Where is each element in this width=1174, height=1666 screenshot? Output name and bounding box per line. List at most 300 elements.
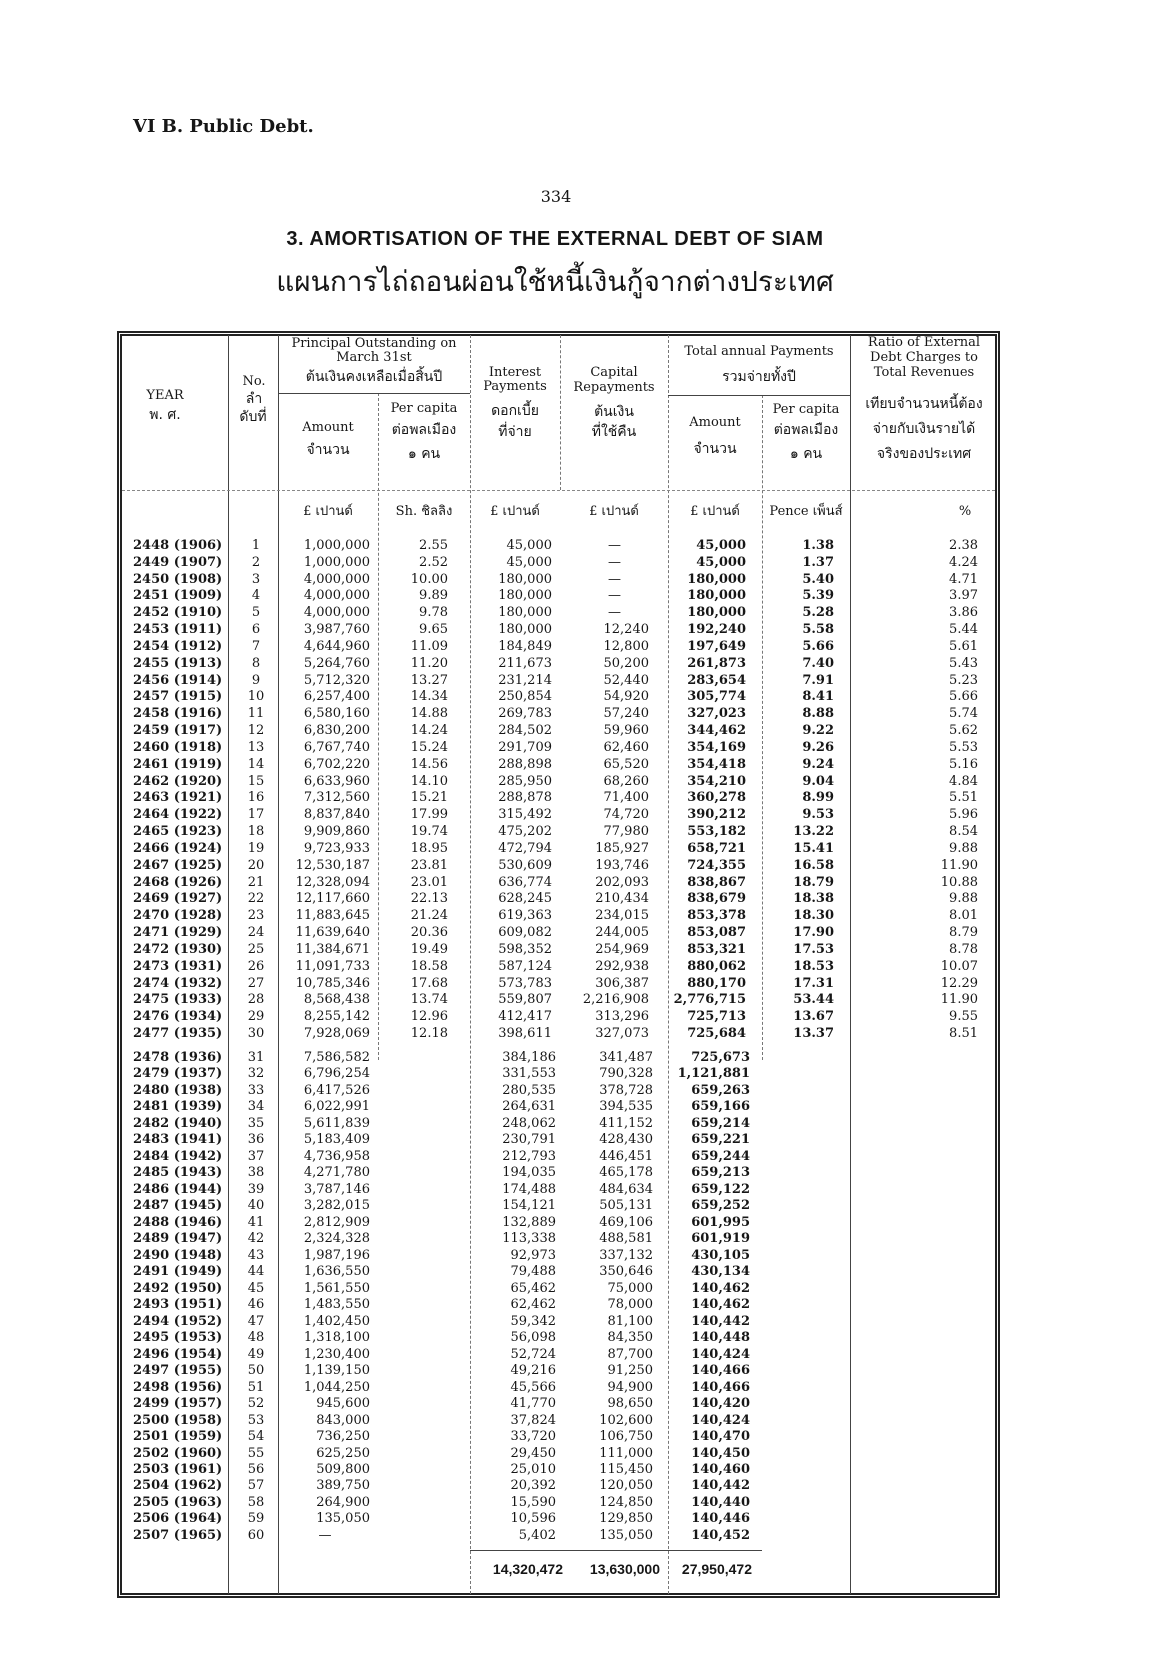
year-cell: 2468 (1926) <box>133 874 223 890</box>
total-payments: 27,950,472 <box>681 1561 752 1577</box>
principal-per-capita-cell <box>380 1379 448 1396</box>
number-cell: 19 <box>247 840 265 856</box>
table-row <box>0 621 1174 638</box>
total-per-capita-cell <box>764 1329 834 1346</box>
ratio-cell <box>852 1148 978 1165</box>
total-amount-header-thai: จำนวน <box>693 441 737 457</box>
number-cell: 27 <box>247 975 265 991</box>
total-per-capita-cell <box>764 1148 834 1165</box>
table-row <box>0 1049 1174 1066</box>
ratio-cell <box>852 1412 978 1429</box>
principal-amount-cell: 6,257,400 <box>303 689 370 705</box>
capital-cell: 193,746 <box>595 857 649 873</box>
interest-cell: 20,392 <box>510 1478 556 1494</box>
principal-per-capita-cell: 23.01 <box>410 874 448 890</box>
capital-cell: 84,350 <box>607 1330 653 1346</box>
interest-cell: 29,450 <box>510 1445 556 1461</box>
total-per-capita-header: Per capita <box>772 402 840 417</box>
total-amount-cell: 197,649 <box>687 638 746 654</box>
capital-cell: 790,328 <box>599 1066 653 1082</box>
number-cell: 24 <box>247 925 265 941</box>
ratio-cell <box>852 1445 978 1462</box>
capital-cell: 446,451 <box>599 1148 653 1164</box>
ratio-cell: 5.44 <box>949 622 978 638</box>
table-row <box>0 1197 1174 1214</box>
total-amount-cell: 261,873 <box>687 655 746 671</box>
ratio-cell <box>852 1049 978 1066</box>
principal-per-capita-cell <box>380 1510 448 1527</box>
year-cell: 2506 (1964) <box>133 1511 223 1527</box>
total-amount-cell: 140,466 <box>691 1379 750 1395</box>
number-cell: 57 <box>247 1478 265 1494</box>
year-cell: 2485 (1943) <box>133 1165 223 1181</box>
year-cell: 2450 (1908) <box>133 571 223 587</box>
interest-cell: 587,124 <box>498 958 552 974</box>
total-per-capita-cell <box>764 1428 834 1445</box>
ratio-cell: 9.88 <box>949 891 978 907</box>
capital-cell: 71,400 <box>603 790 649 806</box>
number-cell: 53 <box>247 1412 265 1428</box>
number-cell: 36 <box>247 1132 265 1148</box>
total-capital: 13,630,000 <box>589 1561 660 1577</box>
unit-label: £ เปานด์ <box>490 504 540 519</box>
number-cell: 40 <box>247 1198 265 1214</box>
total-amount-cell: 140,442 <box>691 1313 750 1329</box>
table-row <box>0 1412 1174 1429</box>
total-amount-cell: 880,170 <box>687 975 746 991</box>
principal-header-thai: ต้นเงินคงเหลือเมื่อสิ้นปี <box>305 369 443 385</box>
total-amount-cell: 725,713 <box>687 1009 746 1025</box>
principal-amount-cell: 11,883,645 <box>295 908 370 924</box>
total-amount-cell: 659,166 <box>691 1099 750 1115</box>
capital-cell: 378,728 <box>599 1082 653 1098</box>
capital-cell: 50,200 <box>603 655 649 671</box>
year-header-thai: พ. ศ. <box>149 407 181 423</box>
interest-cell: 530,609 <box>498 857 552 873</box>
number-cell: 23 <box>247 908 265 924</box>
column-divider <box>560 335 561 490</box>
total-per-capita-cell <box>764 1362 834 1379</box>
total-amount-cell: 327,023 <box>687 706 746 722</box>
total-amount-cell: 725,684 <box>687 1026 746 1042</box>
year-cell: 2494 (1952) <box>133 1313 223 1329</box>
principal-amount-cell: 1,318,100 <box>303 1330 370 1346</box>
total-per-capita-cell: 1.38 <box>802 538 834 553</box>
number-cell: 35 <box>247 1115 265 1131</box>
total-per-capita-cell: 5.58 <box>802 622 834 638</box>
principal-amount-cell: 1,402,450 <box>303 1313 370 1329</box>
total-amount-cell: 180,000 <box>687 605 746 621</box>
principal-per-capita-cell <box>380 1263 448 1280</box>
total-per-capita-header-thai: ต่อพลเมือง <box>773 422 839 438</box>
number-cell: 22 <box>247 891 265 907</box>
total-amount-cell: 140,450 <box>691 1445 750 1461</box>
interest-cell: 598,352 <box>498 941 552 957</box>
total-amount-cell: 658,721 <box>687 840 746 856</box>
ratio-cell: 8.79 <box>949 925 978 941</box>
capital-cell: 465,178 <box>599 1165 653 1181</box>
principal-amount-cell: 3,282,015 <box>303 1198 370 1214</box>
table-row <box>0 1477 1174 1494</box>
number-cell: 11 <box>247 706 265 722</box>
number-cell: 54 <box>247 1429 265 1445</box>
year-cell: 2472 (1930) <box>133 941 223 957</box>
principal-amount-header-thai: จำนวน <box>306 442 350 458</box>
principal-per-capita-cell <box>380 1445 448 1462</box>
capital-cell: 394,535 <box>599 1099 653 1115</box>
number-cell: 13 <box>247 739 265 755</box>
table-row <box>0 1296 1174 1313</box>
interest-cell: 15,590 <box>510 1494 556 1510</box>
total-per-capita-cell <box>764 1461 834 1478</box>
year-cell: 2451 (1909) <box>133 588 223 604</box>
year-cell: 2476 (1934) <box>133 1009 223 1025</box>
table-row <box>0 655 1174 672</box>
total-amount-cell: 725,673 <box>691 1050 750 1065</box>
capital-cell: 292,938 <box>595 958 649 974</box>
year-cell: 2499 (1957) <box>133 1396 223 1412</box>
total-per-capita-cell: 5.28 <box>802 605 834 621</box>
number-header-thai: ลำ <box>245 391 263 407</box>
capital-header-thai: ต้นเงิน <box>594 404 634 420</box>
ratio-cell: 8.78 <box>949 941 978 957</box>
year-cell: 2478 (1936) <box>133 1050 223 1065</box>
principal-per-capita-cell: 19.74 <box>410 824 448 840</box>
principal-amount-cell: 6,633,960 <box>303 773 370 789</box>
capital-cell: 54,920 <box>603 689 649 705</box>
ratio-cell <box>852 1428 978 1445</box>
table-title: 3. AMORTISATION OF THE EXTERNAL DEBT OF SIAM <box>286 228 824 250</box>
interest-cell: 384,186 <box>502 1050 556 1065</box>
principal-per-capita-cell <box>380 1477 448 1494</box>
table-row <box>0 1461 1174 1478</box>
principal-per-capita-cell: 13.74 <box>410 992 448 1008</box>
table-row <box>0 857 1174 874</box>
principal-per-capita-cell: 2.52 <box>419 554 448 570</box>
principal-amount-cell: 7,586,582 <box>303 1050 370 1065</box>
number-cell: 6 <box>251 622 261 638</box>
total-per-capita-cell <box>764 1131 834 1148</box>
year-cell: 2473 (1931) <box>133 958 223 974</box>
ratio-cell <box>852 1065 978 1082</box>
total-per-capita-cell: 15.41 <box>793 840 834 856</box>
table-row <box>0 1280 1174 1297</box>
capital-cell: 115,450 <box>599 1462 653 1477</box>
table-row <box>0 1025 1174 1042</box>
interest-header-thai: ที่จ่าย <box>498 424 532 440</box>
principal-per-capita-cell <box>380 1082 448 1099</box>
number-cell: 20 <box>247 857 265 873</box>
year-cell: 2463 (1921) <box>133 790 223 806</box>
ratio-header: Total Revenues <box>873 365 975 380</box>
interest-cell: 315,492 <box>498 807 552 823</box>
principal-per-capita-header: Per capita <box>390 401 458 416</box>
ratio-cell <box>852 1197 978 1214</box>
year-cell: 2459 (1917) <box>133 723 223 739</box>
number-header-thai: ดับที่ <box>239 409 267 425</box>
principal-per-capita-cell: 2.55 <box>419 538 448 553</box>
total-amount-cell: 180,000 <box>687 571 746 587</box>
ratio-cell: 9.55 <box>949 1009 978 1025</box>
year-cell: 2486 (1944) <box>133 1181 223 1197</box>
ratio-cell: 11.90 <box>940 857 978 873</box>
principal-per-capita-cell <box>380 1527 448 1544</box>
principal-amount-cell: 10,785,346 <box>295 975 370 991</box>
year-cell: 2491 (1949) <box>133 1264 223 1280</box>
principal-header: March 31st <box>336 350 412 365</box>
capital-cell: 102,600 <box>599 1412 653 1428</box>
total-per-capita-cell <box>764 1197 834 1214</box>
ratio-cell <box>852 1296 978 1313</box>
ratio-header-thai: จริงของประเทศ <box>876 446 972 462</box>
principal-per-capita-cell <box>380 1494 448 1511</box>
total-per-capita-cell: 18.79 <box>793 874 834 890</box>
principal-per-capita-cell: 14.34 <box>410 689 448 705</box>
total-amount-cell: 853,321 <box>687 941 746 957</box>
interest-cell: 250,854 <box>498 689 552 705</box>
total-per-capita-cell: 17.53 <box>793 941 834 957</box>
principal-per-capita-cell <box>380 1395 448 1412</box>
principal-amount-cell: 12,328,094 <box>295 874 370 890</box>
number-cell: 39 <box>247 1181 265 1197</box>
total-per-capita-cell: 13.37 <box>793 1026 834 1042</box>
ratio-cell: 3.86 <box>949 605 978 621</box>
principal-per-capita-cell <box>380 1065 448 1082</box>
ratio-cell: 5.16 <box>949 756 978 772</box>
ratio-cell <box>852 1477 978 1494</box>
ratio-cell: 5.96 <box>949 807 978 823</box>
total-amount-cell: 1,121,881 <box>677 1066 750 1082</box>
total-per-capita-cell: 9.04 <box>802 773 834 789</box>
table-row <box>0 604 1174 621</box>
year-cell: 2457 (1915) <box>133 689 223 705</box>
principal-per-capita-cell <box>380 1098 448 1115</box>
capital-cell: 52,440 <box>603 672 649 688</box>
interest-cell: 45,000 <box>506 554 552 570</box>
principal-amount-cell: 6,417,526 <box>303 1082 370 1098</box>
year-cell: 2492 (1950) <box>133 1280 223 1296</box>
year-cell: 2480 (1938) <box>133 1082 223 1098</box>
ratio-cell: 5.43 <box>949 655 978 671</box>
year-cell: 2466 (1924) <box>133 840 223 856</box>
section-header: VI B. Public Debt. <box>133 116 314 137</box>
table-row <box>0 705 1174 722</box>
total-per-capita-cell: 13.22 <box>793 824 834 840</box>
ratio-header-thai: จ่ายกับเงินรายได้ <box>872 421 976 437</box>
capital-cell: 341,487 <box>599 1050 653 1065</box>
total-amount-cell: 140,460 <box>691 1462 750 1477</box>
table-row <box>0 1008 1174 1025</box>
principal-amount-cell: 9,909,860 <box>303 824 370 840</box>
principal-amount-cell: 509,800 <box>316 1462 370 1477</box>
ratio-cell: 5.51 <box>949 790 978 806</box>
capital-cell: 244,005 <box>595 925 649 941</box>
capital-cell: 12,800 <box>603 638 649 654</box>
capital-header: Capital <box>590 365 638 380</box>
principal-amount-header: Amount <box>302 420 354 435</box>
principal-amount-cell: 1,044,250 <box>303 1379 370 1395</box>
principal-amount-cell: 8,837,840 <box>303 807 370 823</box>
interest-cell: 41,770 <box>510 1396 556 1412</box>
principal-per-capita-cell <box>380 1049 448 1066</box>
total-per-capita-cell <box>764 1527 834 1544</box>
total-amount-cell: 354,210 <box>687 773 746 789</box>
unit-label: % <box>958 504 972 519</box>
table-row <box>0 907 1174 924</box>
total-amount-cell: 2,776,715 <box>673 992 746 1008</box>
capital-cell: 327,073 <box>595 1026 649 1042</box>
principal-per-capita-cell: 13.27 <box>410 672 448 688</box>
ratio-cell <box>852 1379 978 1396</box>
unit-label: £ เปานด์ <box>589 504 639 519</box>
principal-per-capita-cell: 17.68 <box>410 975 448 991</box>
year-cell: 2481 (1939) <box>133 1099 223 1115</box>
capital-cell: 81,100 <box>607 1313 653 1329</box>
principal-amount-cell: 11,091,733 <box>295 958 370 974</box>
capital-cell: 75,000 <box>607 1280 653 1296</box>
table-row <box>0 537 1174 554</box>
total-per-capita-cell: 17.90 <box>793 925 834 941</box>
interest-cell: 132,889 <box>502 1214 556 1230</box>
interest-cell: 194,035 <box>502 1165 556 1181</box>
total-amount-cell: 140,448 <box>691 1330 750 1346</box>
year-cell: 2458 (1916) <box>133 706 223 722</box>
capital-cell: 120,050 <box>599 1478 653 1494</box>
number-cell: 15 <box>247 773 265 789</box>
total-amount-cell: 305,774 <box>687 689 746 705</box>
total-per-capita-cell <box>764 1346 834 1363</box>
capital-cell: — <box>608 538 621 553</box>
principal-amount-cell: 1,483,550 <box>303 1297 370 1313</box>
year-cell: 2503 (1961) <box>133 1462 223 1477</box>
total-amount-cell: 659,244 <box>691 1148 750 1164</box>
ratio-cell <box>852 1181 978 1198</box>
number-cell: 43 <box>247 1247 265 1263</box>
total-amount-cell: 140,440 <box>691 1494 750 1510</box>
number-cell: 3 <box>251 571 261 587</box>
table-row <box>0 1181 1174 1198</box>
ratio-cell: 5.61 <box>949 638 978 654</box>
principal-amount-cell: 1,987,196 <box>303 1247 370 1263</box>
number-cell: 25 <box>247 941 265 957</box>
year-cell: 2495 (1953) <box>133 1330 223 1346</box>
principal-per-capita-cell: 12.96 <box>410 1009 448 1025</box>
principal-amount-cell: 7,928,069 <box>303 1026 370 1042</box>
year-cell: 2453 (1911) <box>133 622 223 638</box>
number-cell: 30 <box>247 1026 265 1042</box>
principal-amount-cell: 11,639,640 <box>295 925 370 941</box>
capital-cell: 78,000 <box>607 1297 653 1313</box>
table-row <box>0 1148 1174 1165</box>
principal-amount-cell: — <box>318 1527 332 1543</box>
principal-amount-cell: 843,000 <box>316 1412 370 1428</box>
number-cell: 34 <box>247 1099 265 1115</box>
interest-cell: 180,000 <box>498 622 552 638</box>
capital-cell: 111,000 <box>599 1445 653 1461</box>
table-row <box>0 554 1174 571</box>
capital-cell: 350,646 <box>599 1264 653 1280</box>
ratio-cell: 12.29 <box>940 975 978 991</box>
number-cell: 37 <box>247 1148 265 1164</box>
total-per-capita-cell <box>764 1214 834 1231</box>
principal-amount-cell: 5,611,839 <box>303 1115 370 1131</box>
table-row <box>0 672 1174 689</box>
total-per-capita-cell <box>764 1082 834 1099</box>
year-cell: 2498 (1956) <box>133 1379 223 1395</box>
ratio-cell <box>852 1510 978 1527</box>
total-per-capita-cell <box>764 1065 834 1082</box>
total-per-capita-cell: 8.41 <box>802 689 834 705</box>
number-cell: 48 <box>247 1330 265 1346</box>
interest-cell: 79,488 <box>510 1264 556 1280</box>
table-row <box>0 840 1174 857</box>
total-per-capita-cell <box>764 1296 834 1313</box>
total-per-capita-cell: 1.37 <box>802 554 834 570</box>
total-amount-cell: 430,105 <box>691 1247 750 1263</box>
ratio-cell: 4.24 <box>949 554 978 570</box>
principal-per-capita-cell <box>380 1131 448 1148</box>
table-row <box>0 722 1174 739</box>
total-per-capita-header-thai: ๑ คน <box>789 446 823 462</box>
ratio-cell <box>852 1461 978 1478</box>
principal-per-capita-cell: 14.56 <box>410 756 448 772</box>
principal-per-capita-cell: 9.89 <box>419 588 448 604</box>
principal-amount-cell: 4,736,958 <box>303 1148 370 1164</box>
principal-amount-cell: 8,255,142 <box>303 1009 370 1025</box>
table-row <box>0 1065 1174 1082</box>
interest-cell: 65,462 <box>510 1280 556 1296</box>
total-amount-cell: 659,213 <box>691 1165 750 1181</box>
total-amount-cell: 853,378 <box>687 908 746 924</box>
principal-per-capita-cell <box>380 1280 448 1297</box>
principal-amount-cell: 1,636,550 <box>303 1264 370 1280</box>
header-rule <box>122 490 995 491</box>
year-cell: 2505 (1963) <box>133 1494 223 1510</box>
total-amount-cell: 283,654 <box>687 672 746 688</box>
number-cell: 14 <box>247 756 265 772</box>
interest-cell: 559,807 <box>498 992 552 1008</box>
total-amount-cell: 354,169 <box>687 739 746 755</box>
year-cell: 2490 (1948) <box>133 1247 223 1263</box>
year-cell: 2475 (1933) <box>133 992 223 1008</box>
principal-amount-cell: 4,644,960 <box>303 638 370 654</box>
capital-cell: 234,015 <box>595 908 649 924</box>
table-row <box>0 1362 1174 1379</box>
page-number: 334 <box>540 187 572 206</box>
number-cell: 4 <box>251 588 261 604</box>
principal-per-capita-cell <box>380 1197 448 1214</box>
table-row <box>0 1313 1174 1330</box>
year-cell: 2456 (1914) <box>133 672 223 688</box>
total-per-capita-cell <box>764 1445 834 1462</box>
principal-amount-cell: 625,250 <box>316 1445 370 1461</box>
table-row <box>0 991 1174 1008</box>
table-row <box>0 1346 1174 1363</box>
ratio-cell <box>852 1263 978 1280</box>
total-per-capita-cell <box>764 1494 834 1511</box>
capital-cell: 185,927 <box>595 840 649 856</box>
year-cell: 2460 (1918) <box>133 739 223 755</box>
ratio-cell: 8.51 <box>949 1026 978 1042</box>
total-amount-cell: 659,252 <box>691 1198 750 1214</box>
capital-cell: 77,980 <box>603 824 649 840</box>
header-rule <box>668 395 850 396</box>
table-row <box>0 1164 1174 1181</box>
number-cell: 12 <box>247 723 265 739</box>
ratio-cell <box>852 1280 978 1297</box>
total-amount-cell: 45,000 <box>696 554 746 570</box>
number-cell: 52 <box>247 1396 265 1412</box>
